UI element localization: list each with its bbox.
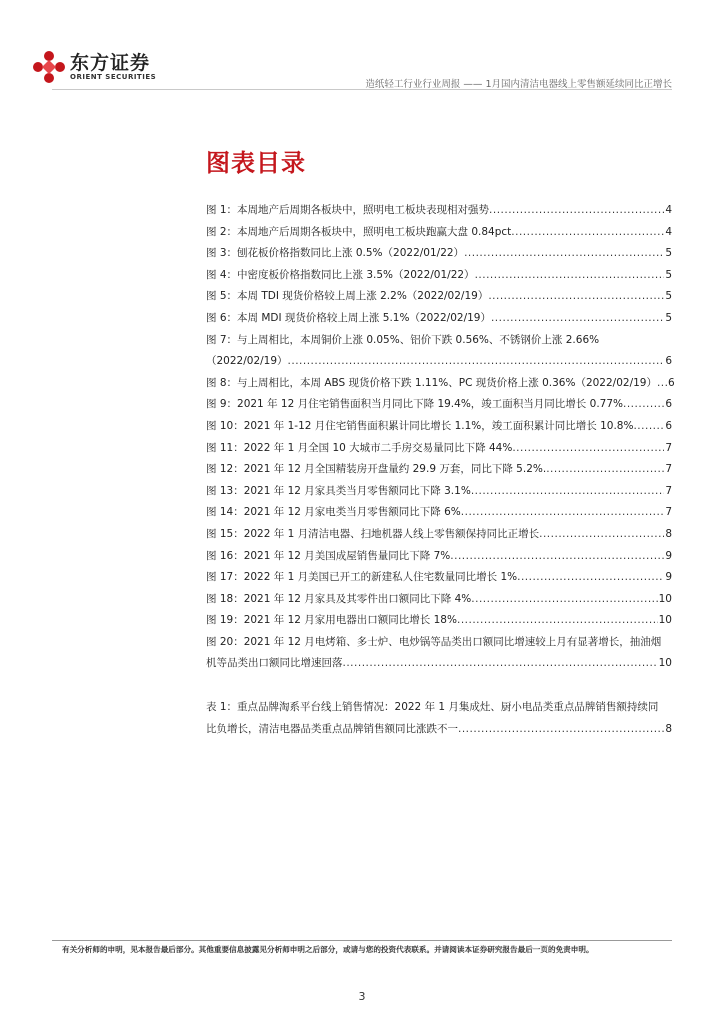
table-entry[interactable] bbox=[206, 697, 672, 740]
header-divider bbox=[52, 89, 672, 90]
dot-leader bbox=[288, 351, 665, 373]
figure-entry-title: 图 2：本周地产后周期各板块中，照明电工板块跑赢大盘 0.84pct bbox=[206, 225, 512, 238]
dot-leader bbox=[489, 200, 664, 222]
figure-entry-page: 10 bbox=[658, 592, 672, 605]
figure-entry-page: 7 bbox=[665, 441, 672, 454]
figure-entry[interactable] bbox=[206, 502, 672, 524]
figure-entry-page: 7 bbox=[665, 506, 672, 519]
figure-entry[interactable] bbox=[206, 394, 672, 416]
figure-entry[interactable] bbox=[206, 459, 672, 481]
figure-entry[interactable] bbox=[206, 481, 672, 503]
figure-entry-page: 4 bbox=[665, 225, 672, 238]
dot-leader bbox=[464, 243, 664, 265]
figure-entry-title: 机等品类出口额同比增速回落 bbox=[206, 657, 343, 670]
dot-leader bbox=[475, 265, 665, 287]
dot-leader bbox=[517, 567, 664, 589]
figure-entry-title: 图 9：2021 年 12 月住宅销售面积当月同比下降 19.4%，竣工面积当月同比增长 0.77% bbox=[206, 398, 623, 411]
figure-entry-title: 图 19：2021 年 12 月家用电器出口额同比增长 18% bbox=[206, 614, 457, 627]
figure-entry-page: 6 bbox=[667, 376, 675, 389]
figure-entry[interactable] bbox=[206, 286, 672, 308]
figure-entry-title: 图 6：本周 MDI 现货价格较上周上涨 5.1%（2022/02/19） bbox=[206, 311, 491, 324]
dot-leader bbox=[546, 459, 664, 481]
dot-leader bbox=[633, 416, 664, 438]
brand-name-en: ORIENT SECURITIES bbox=[70, 72, 157, 81]
figure-entry[interactable] bbox=[206, 330, 672, 373]
figure-entry-title: 图 15：2022 年 1 月清洁电器、扫地机器人线上零售额保持同比正增长 bbox=[206, 527, 540, 540]
figure-entry-page: 6 bbox=[665, 419, 672, 432]
figure-entry[interactable] bbox=[206, 438, 672, 460]
figure-entry-title: 图 3：刨花板价格指数同比上涨 0.5%（2022/01/22） bbox=[206, 247, 465, 260]
dot-leader bbox=[511, 222, 664, 244]
figure-entry-page: 9 bbox=[665, 571, 672, 584]
figure-entry-title: 图 7：与上周相比，本周铜价上涨 0.05%、铝价下跌 0.56%、不锈钢价上涨 2.66% bbox=[206, 333, 600, 346]
footer-disclaimer: 有关分析师的申明，见本报告最后部分。其他重要信息披露见分析师申明之后部分，或请与您的投资代表联系。并请阅读本证券研究报告最后一页的免责申明。 bbox=[62, 945, 594, 954]
figure-entry-page: 6 bbox=[665, 398, 672, 411]
figure-entry-title: 图 16：2021 年 12 月美国成屋销售量同比下降 7% bbox=[206, 549, 451, 562]
figure-entry-title: 图 5：本周 TDI 现货价格较上周上涨 2.2%（2022/02/19） bbox=[206, 290, 489, 303]
figure-entry[interactable] bbox=[206, 567, 672, 589]
figure-entry[interactable] bbox=[206, 416, 672, 438]
figure-entry-title: 图 1：本周地产后周期各板块中，照明电工板块表现相对强势 bbox=[206, 204, 490, 216]
figure-entry[interactable] bbox=[206, 243, 672, 265]
dot-leader bbox=[457, 610, 658, 632]
figure-entry-title: 图 13：2021 年 12 月家具类当月零售额同比下降 3.1% bbox=[206, 484, 471, 497]
figure-entry-page: 5 bbox=[665, 311, 672, 324]
figure-entry-title: 图 14：2021 年 12 月家电类当月零售额同比下降 6% bbox=[206, 506, 461, 519]
figure-entry[interactable] bbox=[206, 200, 672, 222]
figure-entry-page: 6 bbox=[665, 355, 672, 368]
figure-entry-title: 图 8：与上周相比，本周 ABS 现货价格下跌 1.11%、PC 现货价格上涨 0.36%（2022/02/19） bbox=[206, 376, 657, 389]
figure-entry[interactable] bbox=[206, 524, 672, 546]
figure-entry[interactable] bbox=[206, 610, 672, 632]
dot-leader bbox=[623, 394, 664, 416]
figure-entry-page: 4 bbox=[665, 204, 672, 216]
figure-entry-page: 10 bbox=[658, 614, 672, 627]
figure-entry-page: 10 bbox=[658, 657, 672, 670]
dot-leader bbox=[471, 481, 665, 503]
figure-entry[interactable] bbox=[206, 373, 675, 395]
figure-entry-title: 图 11：2022 年 1 月全国 10 大城市二手房交易量同比下降 44% bbox=[206, 441, 513, 454]
figure-entry-title: （2022/02/19） bbox=[206, 355, 288, 368]
report-subtitle: 造纸轻工行业行业周报 —— 1月国内清洁电器线上零售额延续同比正增长 bbox=[365, 79, 672, 90]
footer-divider bbox=[52, 940, 672, 941]
dot-leader bbox=[343, 653, 658, 675]
figure-entry[interactable] bbox=[206, 589, 672, 611]
table-of-contents bbox=[206, 200, 675, 740]
table-entry-page: 8 bbox=[665, 722, 672, 735]
figure-entry-page: 5 bbox=[665, 290, 672, 303]
figure-entry-title: 图 20：2021 年 12 月电烤箱、多士炉、电炒锅等品类出口额同比增速较上月有显著增长，抽油烟 bbox=[206, 635, 662, 648]
dot-leader bbox=[450, 546, 664, 568]
dot-leader bbox=[461, 502, 665, 524]
figure-entry[interactable] bbox=[206, 265, 672, 287]
brand-logo bbox=[32, 50, 156, 84]
figure-entry-page: 8 bbox=[665, 527, 672, 540]
figure-entry[interactable] bbox=[206, 222, 672, 244]
toc-title: 图表目录 bbox=[206, 149, 306, 177]
dot-leader bbox=[471, 589, 657, 611]
figure-entry-title: 图 10：2021 年 1-12 月住宅销售面积累计同比增长 1.1%，竣工面积累计同比增长 10.8% bbox=[206, 419, 634, 432]
figure-entry[interactable] bbox=[206, 308, 672, 330]
figure-entry-title: 图 18：2021 年 12 月家具及其零件出口额同比下降 4% bbox=[206, 592, 472, 605]
figure-entry-title: 图 12：2021 年 12 月全国精装房开盘量约 29.9 万套，同比下降 5.2%. bbox=[206, 463, 547, 476]
figure-entry-title: 图 4：中密度板价格指数同比上涨 3.5%（2022/01/22） bbox=[206, 268, 475, 281]
table-entry-title: 比负增长，清洁电器品类重点品牌销售额同比涨跌不一 bbox=[206, 722, 458, 735]
dot-leader bbox=[458, 719, 664, 741]
figure-entry[interactable] bbox=[206, 546, 672, 568]
figure-entry-page: 5 bbox=[665, 268, 672, 281]
figure-entry-title: 图 17：2022 年 1 月美国已开工的新建私人住宅数量同比增长 1% bbox=[206, 571, 518, 584]
table-entry-title: 表 1：重点品牌淘系平台线上销售情况：2022 年 1 月集成灶、厨小电品类重点品牌销售额持续同 bbox=[206, 701, 659, 714]
figure-entry-page: 7 bbox=[665, 463, 672, 476]
dot-leader bbox=[488, 286, 664, 308]
dot-leader bbox=[491, 308, 664, 330]
orient-logo-icon bbox=[32, 50, 66, 84]
dot-leader bbox=[512, 438, 664, 460]
figure-entry-page: 5 bbox=[665, 247, 672, 260]
figure-entry-page: 7 bbox=[665, 484, 672, 497]
dot-leader bbox=[539, 524, 664, 546]
page-number: 3 bbox=[358, 990, 366, 1003]
figure-entry[interactable] bbox=[206, 632, 672, 675]
brand-name-cn: 东方证券 bbox=[70, 51, 151, 74]
figure-entry-page: 9 bbox=[665, 549, 672, 562]
dot-leader bbox=[657, 373, 667, 395]
